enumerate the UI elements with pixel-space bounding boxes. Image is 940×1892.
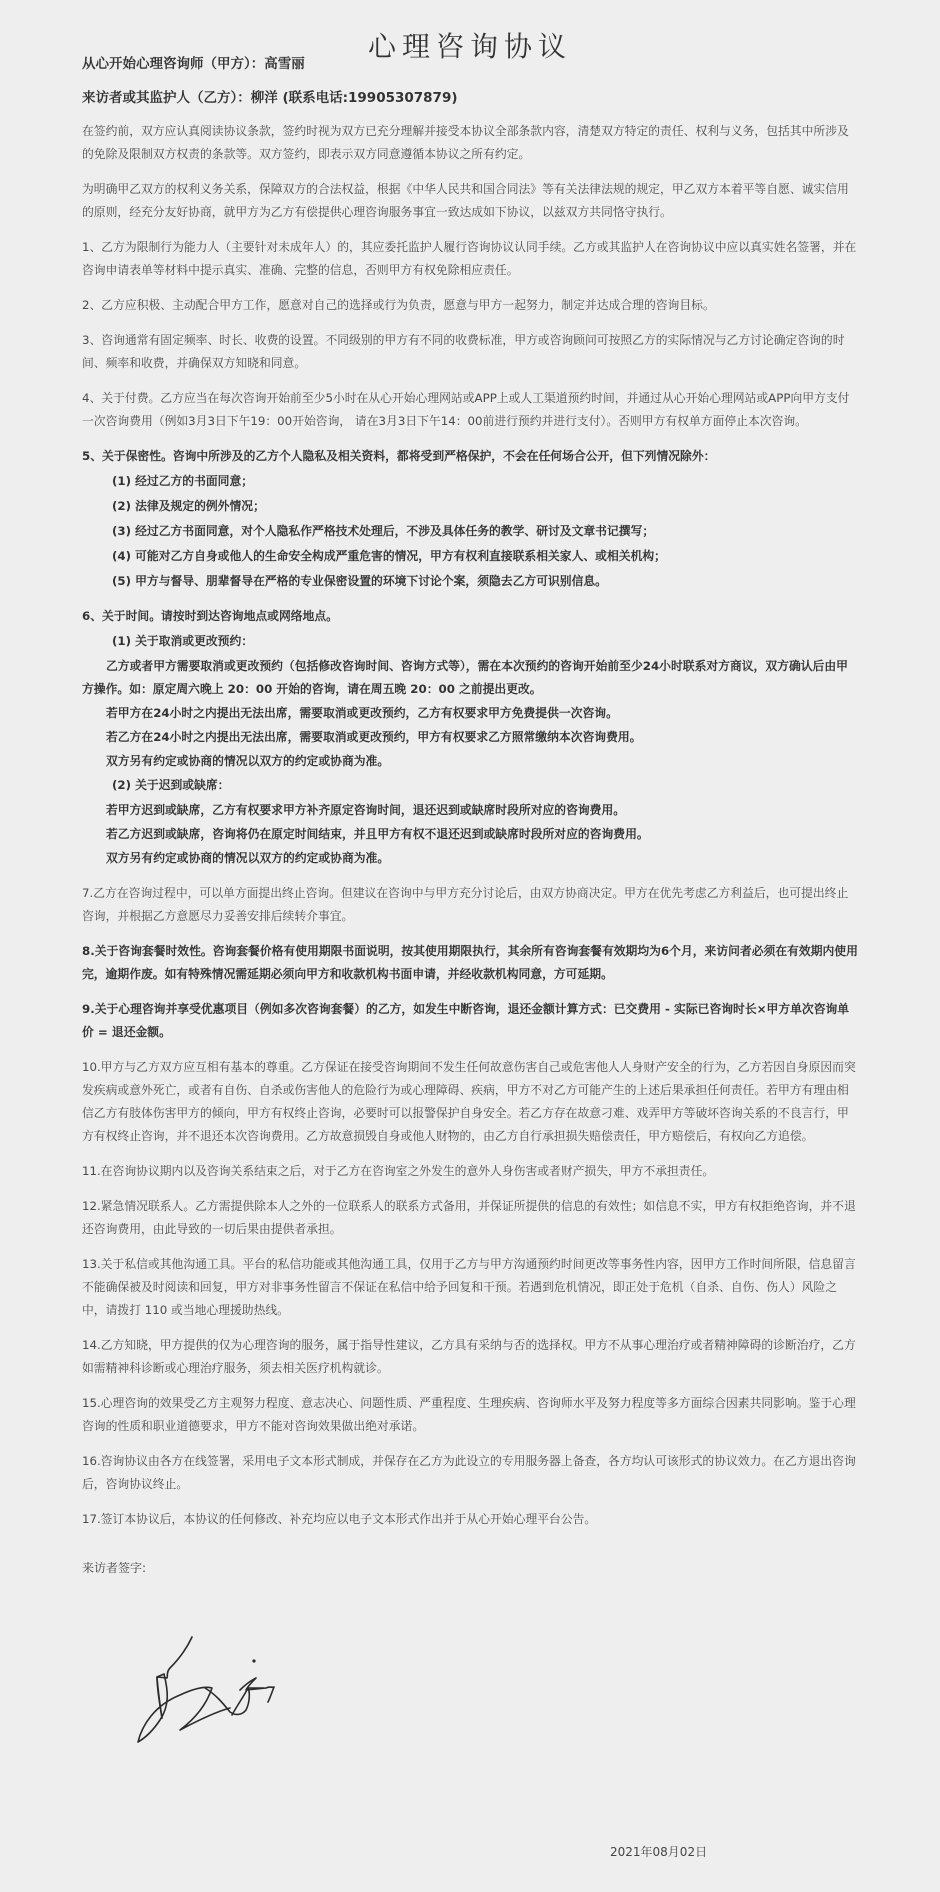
clause-10: 10.甲方与乙方双方应互相有基本的尊重。乙方保证在接受咨询期间不发生任何故意伤害自己或危害他人人身财产安全的行为，乙方若因自身原因而突发疾病或意外死亡，或者有自伤、自杀或伤害他人的危险行为或心理障碍、疾病，甲方不对乙方可能产生的上述后果承担任何责任。若甲方有理由相信乙方有肢体伤害甲方的倾向，甲方有权终止咨询，必要时可以报警保护自身安全。若乙方存在故意刁难、戏弄甲方等破坏咨询关系的不良言行，甲方有权终止咨询，并不退还本次咨询费用。乙方故意损毁自身或他人财物的，由乙方自行承担损失赔偿责任，甲方赔偿后，有权向乙方追偿。 bbox=[82, 1060, 856, 1143]
signature-stroke bbox=[138, 1674, 230, 1742]
party-a: 从心开始心理咨询师（甲方）：高雪丽 bbox=[82, 56, 305, 72]
clause-1: 1、乙方为限制行为能力人（主要针对未成年人）的，其应委托监护人履行咨询协议认同手续。乙方或其监护人在咨询协议中应以真实姓名签署，并在咨询申请表单等材料中提示真实、准确、完整的信息，否则甲方有权免除相应责任。 bbox=[82, 240, 857, 277]
clause-6-sub2-title: (2) 关于迟到或缺席： bbox=[112, 778, 230, 792]
intro-paragraph: 为明确甲乙双方的权利义务关系，保障双方的合法权益，根据《中华人民共和国合同法》等有关法律法规的规定，甲乙双方本着平等自愿、诚实信用的原则，经充分友好协商，就甲方为乙方有偿提供心理咨询服务事宜一致达成如下协议，以兹双方共同恪守执行。 bbox=[82, 182, 849, 219]
clause-6-line: 若甲方在24小时之内提出无法出席，需要取消或更改预约，乙方有权要求甲方免费提供一次咨询。 bbox=[106, 706, 618, 720]
clause-11: 11.在咨询协议期内以及咨询关系结束之后，对于乙方在咨询室之外发生的意外人身伤害或者财产损失，甲方不承担责任。 bbox=[82, 1164, 715, 1178]
clause-4: 4、关于付费。乙方应当在每次咨询开始前至少5小时在从心开始心理网站或APP上或人工渠道预约时间，并通过从心开始心理网站或APP向甲方支付一次咨询费用（例如3月3日下午19：00开始咨询， 请在3月3日下午14：00前进行预约并进行支付）。否则甲方有权单方面停止本次咨询。 bbox=[82, 391, 850, 428]
clause-13: 13.关于私信或其他沟通工具。平台的私信功能或其他沟通工具，仅用于乙方与甲方沟通预约时间更改等事务性内容，因甲方工作时间所限，信息留言不能确保被及时阅读和回复，甲方对非事务性留言不保证在私信中给予回复和干预。若遇到危机情况，即正处于危机（自杀、自伤、伤人）风险之中，请拨打 110 或当地心理援助热线。 bbox=[82, 1257, 856, 1317]
clause-8: 8.关于咨询套餐时效性。咨询套餐价格有使用期限书面说明，按其使用期限执行，其余所有咨询套餐有效期均为6个月，来访问者必须在有效期内使用完，逾期作废。如有特殊情况需延期必须向甲方和收款机构书面申请，并经收款机构同意，方可延期。 bbox=[82, 944, 858, 981]
clause-5-item: (2) 法律及规定的例外情况； bbox=[112, 499, 265, 513]
signature-dot bbox=[253, 1660, 255, 1662]
clause-2: 2、乙方应积极、主动配合甲方工作，愿意对自己的选择或行为负责，愿意与甲方一起努力，制定并达成合理的咨询目标。 bbox=[82, 298, 715, 312]
agreement-body bbox=[82, 52, 858, 1543]
signature-label: 来访者签字: bbox=[82, 1561, 147, 1575]
clause-5-item: (1) 经过乙方的书面同意； bbox=[112, 474, 254, 488]
clause-12: 12.紧急情况联系人。乙方需提供除本人之外的一位联系人的联系方式备用，并保证所提供的信息的有效性；如信息不实，甲方有权拒绝咨询，并不退还咨询费用，由此导致的一切后果由提供者承担。 bbox=[82, 1199, 856, 1236]
clause-6-line: 若甲方迟到或缺席，乙方有权要求甲方补齐原定咨询时间，退还迟到或缺席时段所对应的咨询费用。 bbox=[106, 803, 626, 817]
clause-6-sub1-title: (1) 关于取消或更改预约： bbox=[112, 634, 254, 648]
clause-7: 7.乙方在咨询过程中，可以单方面提出终止咨询。但建议在咨询中与甲方充分讨论后，由双方协商决定。甲方在优先考虑乙方利益后，也可提出终止咨询，并根据乙方意愿尽力妥善安排后续转介事宜。 bbox=[82, 886, 849, 923]
clause-16: 16.咨询协议由各方在线签署，采用电子文本形式制成，并保存在乙方为此设立的专用服务器上备查，各方均认可该形式的协议效力。在乙方退出咨询后，咨询协议终止。 bbox=[82, 1454, 856, 1491]
clause-15: 15.心理咨询的效果受乙方主观努力程度、意志决心、问题性质、严重程度、生理疾病、咨询师水平及努力程度等多方面综合因素共同影响。鉴于心理咨询的性质和职业道德要求，甲方不能对咨询效果做出绝对承诺。 bbox=[82, 1396, 856, 1433]
clause-6-line: 若乙方迟到或缺席，咨询将仍在原定时间结束，并且甲方有权不退还迟到或缺席时段所对应的咨询费用。 bbox=[106, 827, 649, 841]
clause-5-item: (5) 甲方与督导、朋辈督导在严格的专业保密设置的环境下讨论个案，须隐去乙方可识别信息。 bbox=[112, 574, 607, 588]
clause-3: 3、咨询通常有固定频率、时长、收费的设置。不同级别的甲方有不同的收费标准，甲方或咨询顾问可按照乙方的实际情况与乙方讨论确定咨询的时间、频率和收费，并确保双方知晓和同意。 bbox=[82, 333, 845, 370]
clause-6-line: 双方另有约定或协商的情况以双方的约定或协商为准。 bbox=[106, 754, 390, 768]
clause-6-line: 乙方或者甲方需要取消或更改预约（包括修改咨询时间、咨询方式等），需在本次预约的咨询开始前至少24小时联系对方商议，双方确认后由甲方操作。如：原定周六晚上 20：00 开始的咨询，请在周五晚 20：00 之前提出更改。 bbox=[82, 659, 848, 696]
clause-9: 9.关于心理咨询并享受优惠项目（例如多次咨询套餐）的乙方，如发生中断咨询，退还金额计算方式：已交费用 - 实际已咨询时长×甲方单次咨询单价 = 退还金额。 bbox=[82, 1002, 850, 1039]
clause-6-line: 若乙方在24小时之内提出无法出席，需要取消或更改预约，甲方有权要求乙方照常缴纳本次咨询费用。 bbox=[106, 730, 642, 744]
handwritten-signature bbox=[120, 1620, 300, 1760]
clause-6-line: 双方另有约定或协商的情况以双方的约定或协商为准。 bbox=[106, 851, 390, 865]
signing-date: 2021年08月02日 bbox=[610, 1845, 708, 1859]
clause-5-item: (3) 经过乙方书面同意，对个人隐私作严格技术处理后，不涉及具体任务的教学、研讨及文章书记撰写； bbox=[112, 524, 655, 538]
clause-17: 17.签订本协议后，本协议的任何修改、补充均应以电子文本形式作出并于从心开始心理平台公告。 bbox=[82, 1512, 597, 1526]
clause-14: 14.乙方知晓，甲方提供的仅为心理咨询的服务，属于指导性建议，乙方具有采纳与否的选择权。甲方不从事心理治疗或者精神障碍的诊断治疗，乙方如需精神科诊断或心理治疗服务，须去相关医疗机构就诊。 bbox=[82, 1338, 856, 1375]
intro-paragraph: 在签约前，双方应认真阅读协议条款，签约时视为双方已充分理解并接受本协议全部条款内容，清楚双方特定的责任、权利与义务，包括其中所涉及的免除及限制双方权责的条款等。双方签约，即表示双方同意遵循本协议之所有约定。 bbox=[82, 124, 849, 161]
party-b: 来访者或其监护人（乙方）：柳洋 (联系电话:19905307879) bbox=[82, 90, 458, 106]
document-title: 心理咨询协议 bbox=[367, 29, 572, 63]
signature-stroke bbox=[205, 1688, 249, 1715]
clause-6: 6、关于时间。请按时到达咨询地点或网络地点。 bbox=[82, 609, 338, 623]
clause-5-item: (4) 可能对乙方自身或他人的生命安全构成严重危害的情况，甲方有权利直接联系相关家人、或相关机构； bbox=[112, 549, 666, 563]
clause-5: 5、关于保密性。咨询中所涉及的乙方个人隐私及相关资料，都将受到严格保护，不会在任何场合公开，但下列情况除外： bbox=[82, 449, 716, 463]
signature-stroke bbox=[240, 1678, 274, 1702]
